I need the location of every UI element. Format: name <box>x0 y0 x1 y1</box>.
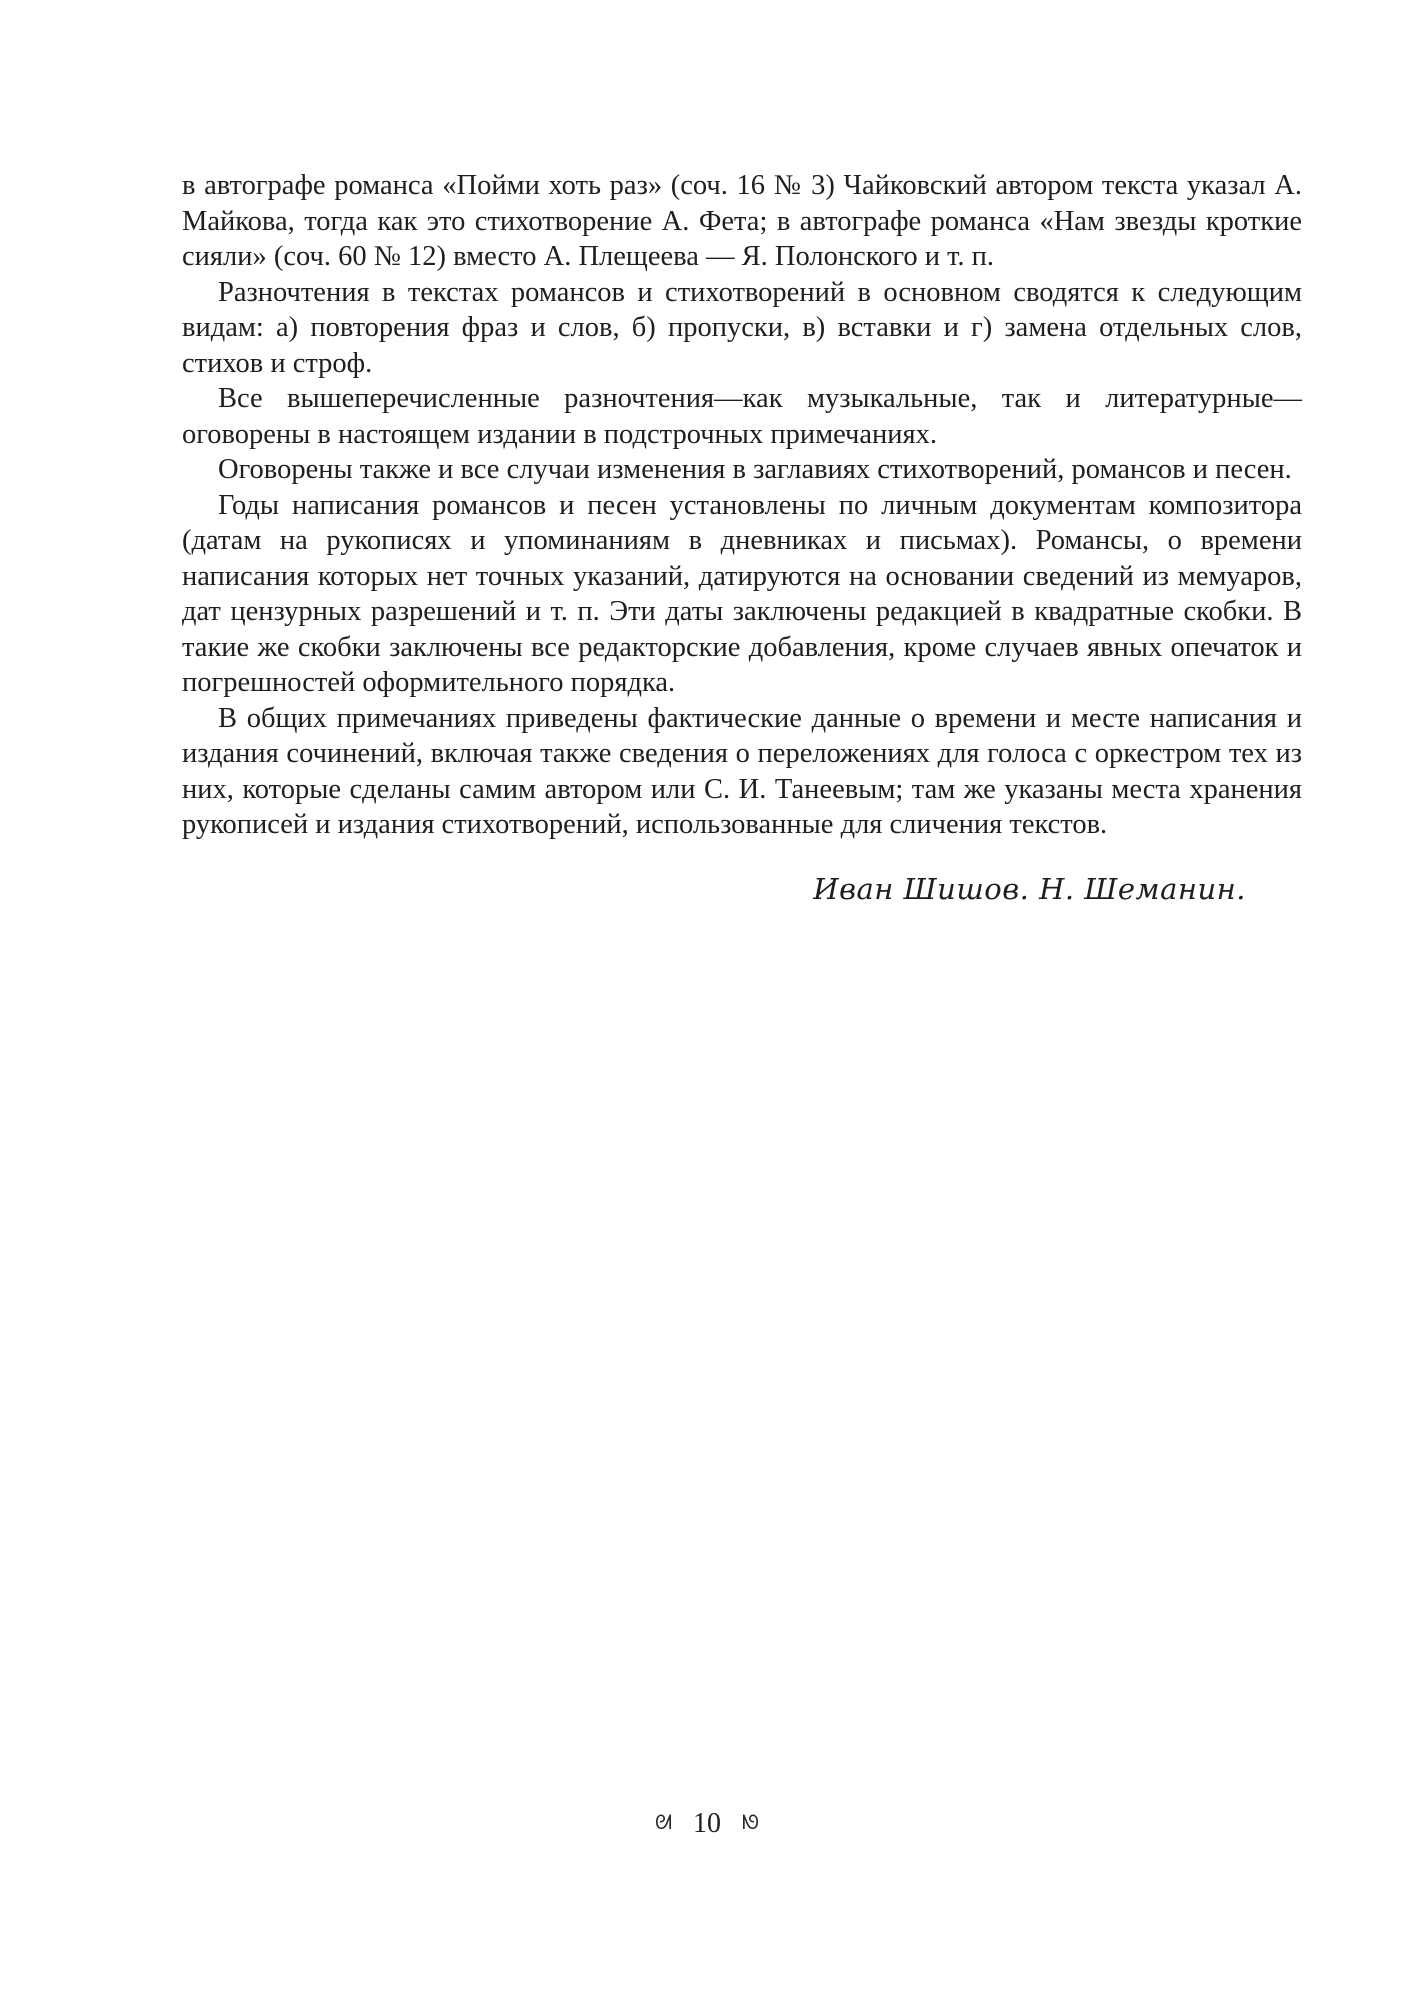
signature: Иван Шишов. Н. Шеманин. <box>813 872 1246 906</box>
ornament-right-icon: ᘚ <box>742 1812 760 1835</box>
paragraph-footnotes: Все вышеперечисленные разночтения—как музыкальные, так и литературные—оговорены в настоящем издании в подстрочных примечаниях. <box>182 383 1302 450</box>
paragraph-continuation: в автографе романса «Пойми хоть раз» (соч. 16 № 3) Чайковский автором текста указал А. Майкова, тогда как это стихотворение А. Фета; в автографе романса «Нам звезды кроткие сияли» (соч. 60 № 12) вместо А. Плещеева — Я. Полонского и т. п. <box>182 170 1302 272</box>
ornament-left-icon: ᘛ <box>654 1812 672 1835</box>
paragraph-variants: Разночтения в текстах романсов и стихотворений в основном сводятся к следующим видам: а) повторения фраз и слов, б) пропуски, в) вставки и г) замена отдельных слов, стихов и строф. <box>182 276 1302 379</box>
main-text <box>182 168 1302 843</box>
paragraph-titles: Оговорены также и все случаи изменения в заглавиях стихотворений, романсов и песен. <box>218 454 1292 485</box>
page-number: 10 <box>693 1807 721 1839</box>
page-footer <box>0 1806 1414 1840</box>
paragraph-dates: Годы написания романсов и песен установлены по личным документам композитора (датам на рукописях и упоминаниям в дневниках и письмах). Романсы, о времени написания которых нет точных указаний, датируются на основании сведений из мемуаров, дат цензурных разрешений и т. п. Эти даты заключены редакцией в квадратные скобки. В такие же скобки заключены все редакторские добавления, кроме случаев явных опечаток и погрешностей оформительного порядка. <box>182 489 1302 698</box>
paragraph-general-notes: В общих примечаниях приведены фактические данные о времени и месте написания и издания сочинений, включая также сведения о переложениях для голоса с оркестром тех из них, которые сделаны самим автором или С. И. Танеевым; там же указаны места хранения рукописей и издания стихотворений, использованные для сличения текстов. <box>182 702 1302 840</box>
